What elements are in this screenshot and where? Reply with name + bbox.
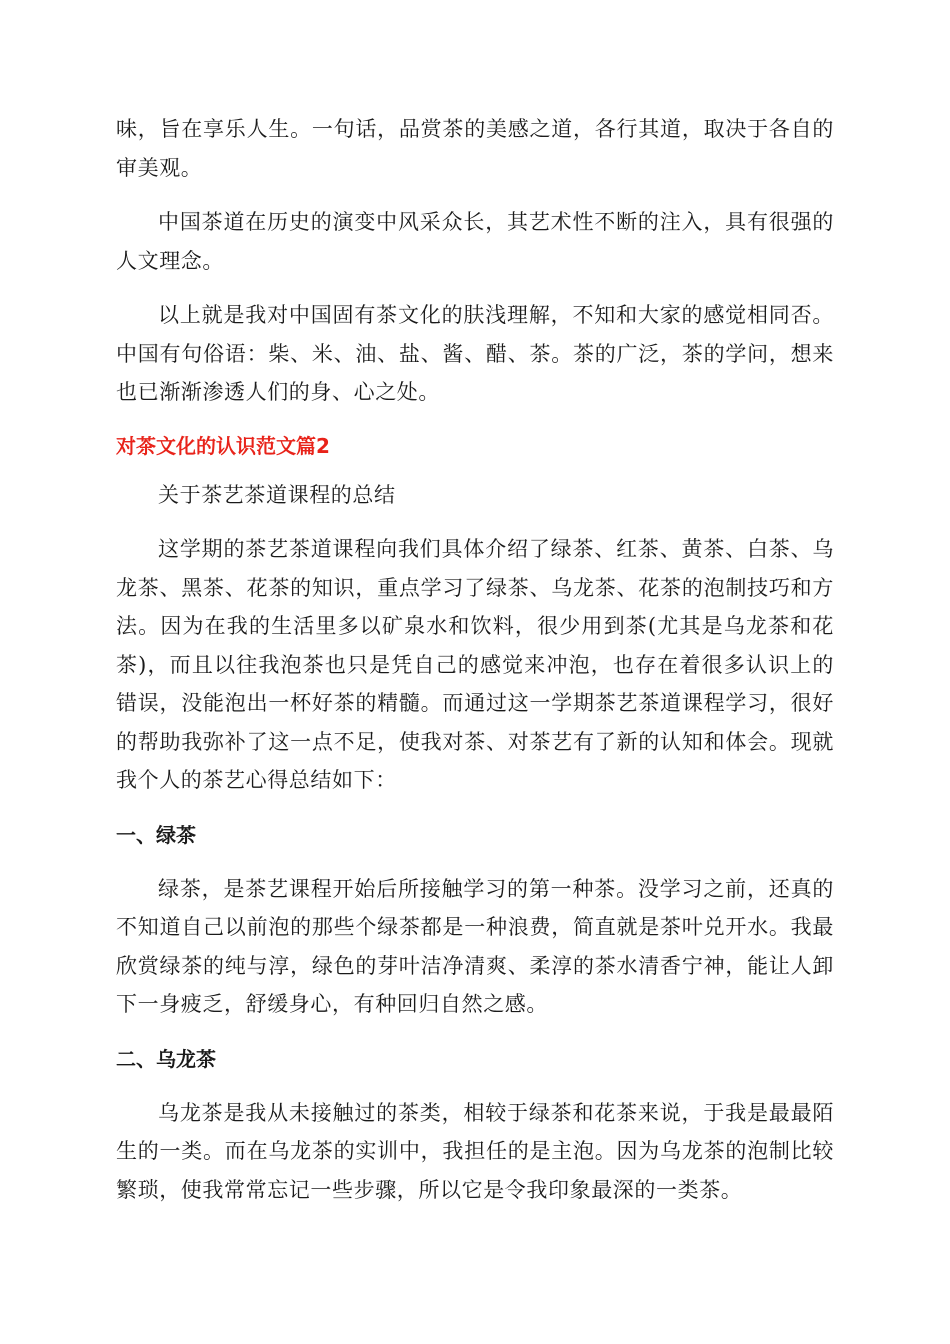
paragraph-intro: 这学期的茶艺茶道课程向我们具体介绍了绿茶、红茶、黄茶、白茶、乌龙茶、黑茶、花茶的知识，重点学习了绿茶、乌龙茶、花茶的泡制技巧和方法。因为在我的生活里多以矿泉水和饮料，很少用到茶(尤其是乌龙茶和花茶)，而且以往我泡茶也只是凭自己的感觉来冲泡，也存在着很多认识上的错误，没能泡出一杯好茶的精髓。而通过这一学期茶艺茶道课程学习，很好的帮助我弥补了这一点不足，使我对茶、对茶艺有了新的认知和体会。现就我个人的茶艺心得总结如下：	[116, 537, 834, 792]
section-heading-green-tea: 一、绿茶	[116, 822, 196, 847]
article-subtitle: 关于茶艺茶道课程的总结	[158, 482, 396, 507]
document-page	[116, 110, 834, 1225]
paragraph-continuation: 味，旨在享乐人生。一句话，品赏茶的美感之道，各行其道，取决于各自的审美观。	[116, 117, 834, 180]
section-heading-oolong-tea: 二、乌龙茶	[116, 1046, 216, 1071]
paragraph-conclusion: 以上就是我对中国固有茶文化的肤浅理解，不知和大家的感觉相同否。中国有句俗语：柴、米、油、盐、酱、醋、茶。茶的广泛，茶的学问，想来也已渐渐渗透人们的身、心之处。	[116, 303, 834, 404]
paragraph-oolong-tea: 乌龙茶是我从未接触过的茶类，相较于绿茶和花茶来说，于我是最最陌生的一类。而在乌龙茶的实训中，我担任的是主泡。因为乌龙茶的泡制比较繁琐，使我常常忘记一些步骤，所以它是令我印象最深的一类茶。	[116, 1100, 834, 1202]
paragraph-tea-ceremony-history: 中国茶道在历史的演变中风采众长，其艺术性不断的注入，具有很强的人文理念。	[116, 210, 834, 273]
paragraph-green-tea: 绿茶，是茶艺课程开始后所接触学习的第一种茶。没学习之前，还真的不知道自己以前泡的那些个绿茶都是一种浪费，简直就是茶叶兑开水。我最欣赏绿茶的纯与淳，绿色的芽叶洁净清爽、柔淳的茶水清香宁神，能让人卸下一身疲乏，舒缓身心，有种回归自然之感。	[116, 876, 834, 1016]
article-heading: 对茶文化的认识范文篇2	[116, 433, 330, 458]
